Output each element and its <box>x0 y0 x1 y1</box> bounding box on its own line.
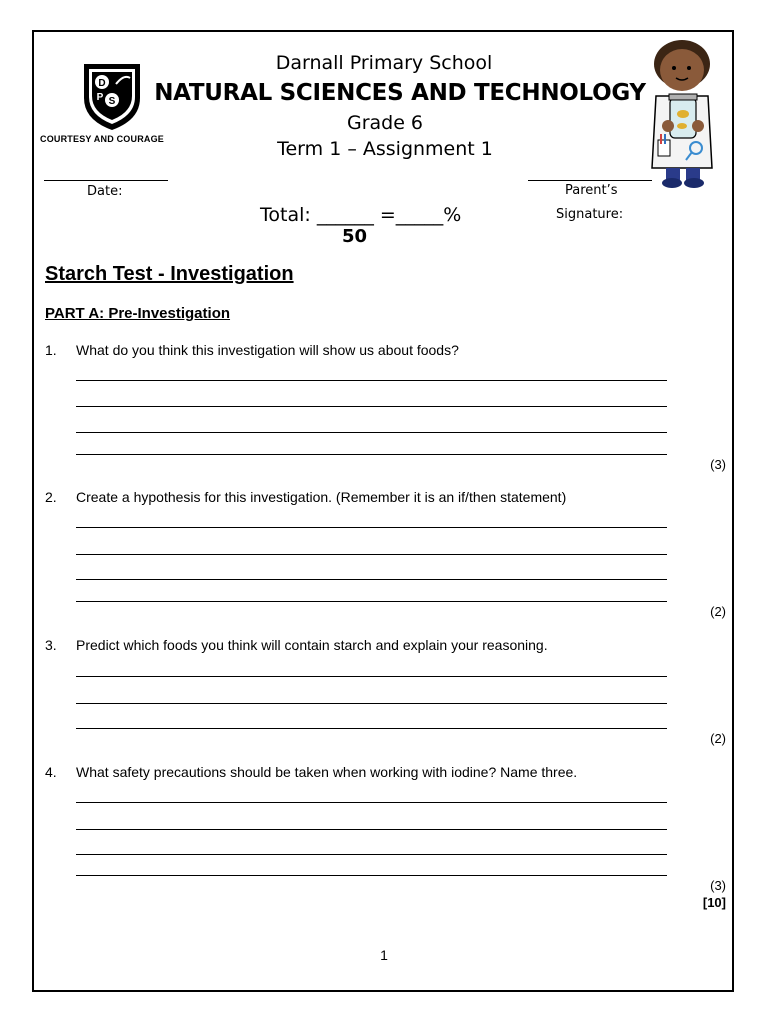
child-scientist-illustration <box>642 38 726 190</box>
grade-label: Grade 6 <box>346 112 424 134</box>
logo-letter-p: P <box>96 92 104 103</box>
question-marks: (3) <box>710 878 726 893</box>
answer-line[interactable] <box>76 380 667 381</box>
term-assignment-label: Term 1 – Assignment 1 <box>277 138 493 160</box>
school-motto: COURTESY AND COURAGE <box>40 134 165 144</box>
answer-line[interactable] <box>76 406 667 407</box>
section-total: [10] <box>702 895 726 910</box>
signature-label: Signature: <box>556 207 624 222</box>
subject-title: NATURAL SCIENCES AND TECHNOLOGY <box>154 80 646 106</box>
logo-letter-d: D <box>98 78 106 89</box>
answer-line[interactable] <box>76 432 667 433</box>
answer-line[interactable] <box>76 601 667 602</box>
question-number: 3. <box>45 637 57 653</box>
answer-line[interactable] <box>76 703 667 704</box>
school-name: Darnall Primary School <box>275 52 493 74</box>
question-text: Predict which foods you think will contain starch and explain your reasoning. <box>76 637 548 653</box>
question-text: What safety precautions should be taken when working with iodine? Name three. <box>76 764 578 780</box>
answer-line[interactable] <box>76 728 667 729</box>
logo-letter-s: S <box>108 96 116 107</box>
answer-line[interactable] <box>76 579 667 580</box>
answer-line[interactable] <box>76 829 667 830</box>
section-title: Starch Test - Investigation <box>45 263 294 285</box>
answer-line[interactable] <box>76 875 667 876</box>
answer-line[interactable] <box>76 554 667 555</box>
part-title: PART A: Pre-Investigation <box>45 305 231 322</box>
answer-line[interactable] <box>76 802 667 803</box>
page-number: 1 <box>380 947 388 963</box>
answer-line[interactable] <box>76 527 667 528</box>
question-marks: (2) <box>710 604 726 619</box>
answer-line[interactable] <box>76 454 667 455</box>
question-number: 4. <box>45 764 57 780</box>
total-score: Total: ______ =_____% <box>260 204 462 226</box>
page-border <box>32 30 734 992</box>
question-text: Create a hypothesis for this investigation. (Remember it is an if/then statement) <box>76 489 567 505</box>
question-text: What do you think this investigation will show us about foods? <box>76 342 459 358</box>
question-marks: (2) <box>710 731 726 746</box>
total-denominator: 50 <box>342 226 368 247</box>
signature-line <box>528 180 652 181</box>
question-number: 1. <box>45 342 57 358</box>
date-line <box>44 180 168 181</box>
parent-label: Parent’s <box>565 183 618 198</box>
question-marks: (3) <box>710 457 726 472</box>
question-number: 2. <box>45 489 57 505</box>
date-label: Date: <box>87 184 123 199</box>
answer-line[interactable] <box>76 854 667 855</box>
answer-line[interactable] <box>76 676 667 677</box>
